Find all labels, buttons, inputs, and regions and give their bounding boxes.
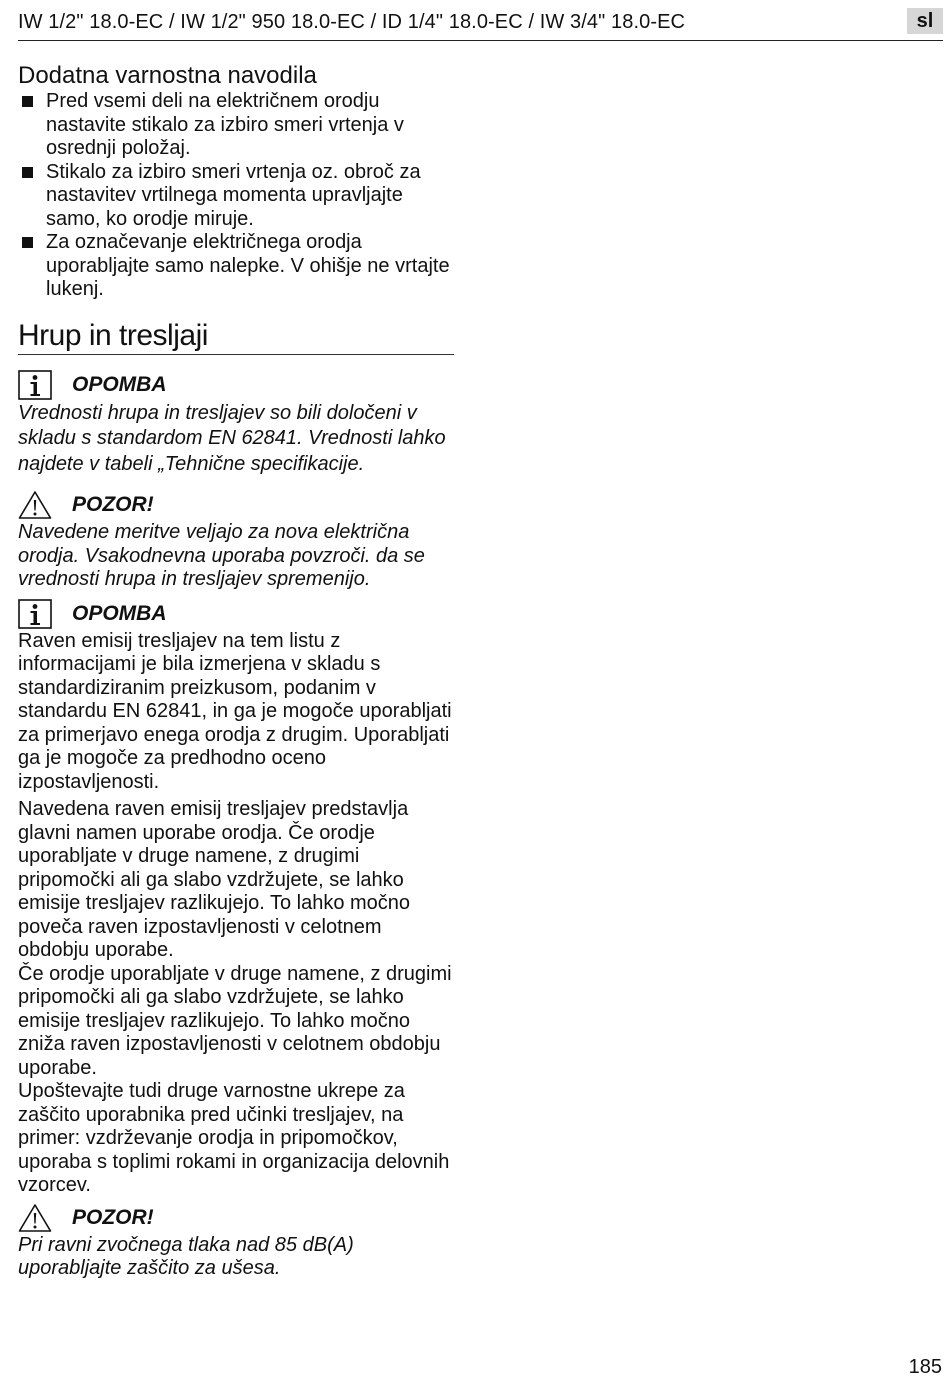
model-title: IW 1/2" 18.0-EC / IW 1/2" 950 18.0-EC / ID 1/4" 18.0-EC / IW 3/4" 18.0-EC	[18, 11, 686, 33]
caution-text: Pri ravni zvočnega tlaka nad 85 dB(A) uporabljajte zaščito za ušesa.	[18, 1233, 354, 1279]
info-icon	[18, 599, 52, 629]
note-header	[18, 369, 454, 401]
note-paragraph: Če orodje uporabljate v druge namene, z drugimi pripomočki ali ga slabo vzdržujete, se lahko emisije tresljajev razlikujejo. To lahko močno zniža raven izpostavljenosti v celotnem obdobju uporabe.	[18, 962, 452, 1079]
bullet-square-icon	[22, 96, 33, 107]
note-block	[18, 598, 454, 1198]
bullet-square-icon	[22, 167, 33, 178]
note-paragraph: Navedena raven emisij tresljajev predstavlja glavni namen uporabe orodja. Če orodje uporabljate v druge namene, z drugimi pripomočki ali ga slabo vzdržujete, se lahko emisije tresljajev razlikujejo. To lahko močno poveča raven izpostavljenosti v celotnem obdobju uporabe.	[18, 798, 411, 961]
main-column	[18, 62, 454, 1281]
caution-label: POZOR!	[72, 493, 154, 516]
caution-text: Navedene meritve veljajo za nova električna orodja. Vsakodnevna uporaba povzroči. da se vrednosti hrupa in tresljajev spremenijo.	[18, 521, 425, 590]
note-label: OPOMBA	[72, 372, 167, 396]
bullet-square-icon	[22, 237, 33, 248]
list-item: Za označevanje električnega orodja uporabljajte samo nalepke. V ohišje ne vrtajte lukenj.	[18, 231, 454, 302]
caution-label: POZOR!	[72, 1205, 154, 1229]
caution-header	[18, 1202, 454, 1234]
section-title: Hrup in tresljaji	[18, 318, 454, 355]
note-text: Vrednosti hrupa in tresljajev so bili določeni v skladu s standardom EN 62841. Vrednosti lahko najdete v tabeli „Tehnične specifikacije.	[18, 401, 446, 475]
caution-block	[18, 489, 454, 592]
page-number: 185	[908, 1356, 942, 1378]
note-header	[18, 598, 454, 630]
info-icon	[18, 370, 52, 400]
page-header	[18, 8, 943, 41]
list-item: Pred vsemi deli na električnem orodju nastavite stikalo za izbiro smeri vrtenja v osrednji položaj.	[18, 90, 454, 161]
safety-list	[18, 90, 454, 302]
note-block	[18, 369, 454, 478]
language-badge: sl	[907, 8, 943, 34]
list-item: Stikalo za izbiro smeri vrtenja oz. obroč za nastavitev vrtilnega momenta upravljajte samo, ko orodje miruje.	[18, 161, 454, 232]
note-paragraph: Raven emisij tresljajev na tem listu z informacijami je bila izmerjena v skladu s standardiziranim preizkusom, podanim v standardu EN 62841, in ga je mogoče uporabljati za primerjavo enega orodja z drugim. Uporabljati ga je mogoče za predhodno oceno izpostavljenosti.	[18, 629, 452, 793]
safety-heading: Dodatna varnostna navodila	[18, 62, 317, 89]
caution-block	[18, 1202, 454, 1281]
note-label: OPOMBA	[72, 601, 167, 625]
note-paragraph: Upoštevajte tudi druge varnostne ukrepe za zaščito uporabnika pred učinki tresljajev, na primer: vzdrževanje orodja in pripomočkov, uporaba s toplimi rokami in organizacija delovnih vzorcev.	[18, 1080, 450, 1196]
caution-header	[18, 489, 454, 521]
warning-triangle-icon	[18, 1203, 52, 1233]
warning-triangle-icon	[18, 490, 52, 520]
